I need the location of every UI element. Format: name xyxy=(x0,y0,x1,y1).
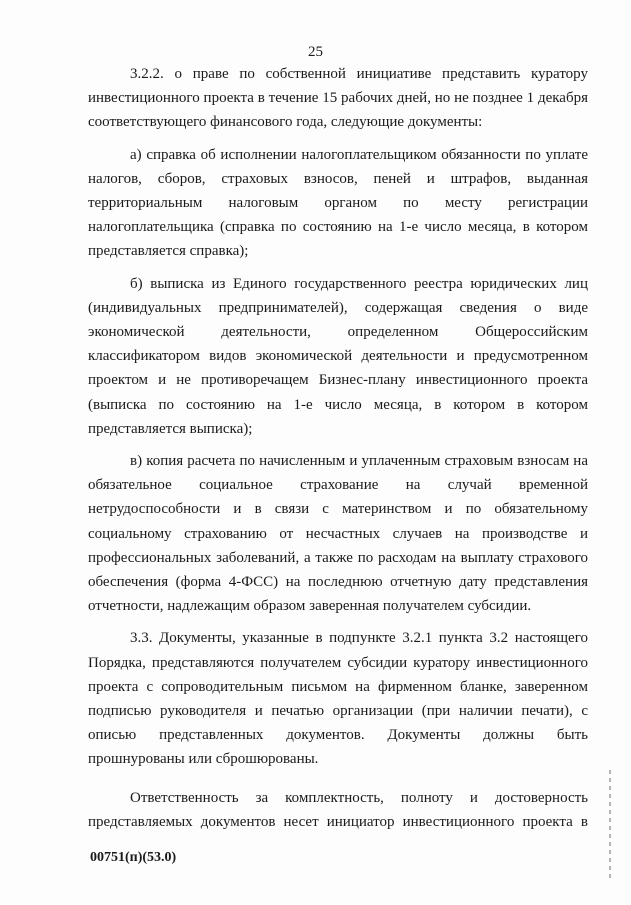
paragraph-3-3: 3.3. Документы, указанные в подпункте 3.2.1 пункта 3.2 настоящего Порядка, представляются получателем субсидии куратору инвестиционного проекта с сопроводительным письмом на фирменном бланке, заверенном подписью руководителя и печатью организации (при наличии печати), с описью представленных документов. Документы должны быть прошнурованы или сброшюрованы. xyxy=(88,630,588,768)
document-body xyxy=(88,62,588,834)
paragraph-responsibility: Ответственность за комплектность, полноту и достоверность представляемых документов несет инициатор инвестиционного проекта в xyxy=(88,789,588,830)
scan-edge-mark xyxy=(609,770,611,880)
paragraph-item-b: б) выписка из Единого государственного реестра юридических лиц (индивидуальных предпринимателей), содержащая сведения о виде экономической деятельности, определенном Общероссийским классификатором видов экономической деятельности и предусмотренном проектом и не противоречащем Бизнес-плану инвестиционного проекта (выписка по состоянию на 1-е число месяца, в котором в котором представляется выписка); xyxy=(88,275,588,437)
document-code: 00751(п)(53.0) xyxy=(90,850,177,865)
paragraph-item-a: а) справка об исполнении налогоплательщиком обязанности по уплате налогов, сборов, страховых взносов, пеней и штрафов, выданная территориальным налоговым органом по месту регистрации налогоплательщика (справка по состоянию на 1-е число месяца, в котором представляется справка); xyxy=(88,146,588,260)
page-number: 25 xyxy=(308,44,323,60)
paragraph-3-2-2: 3.2.2. о праве по собственной инициативе представить куратору инвестиционного проекта в течение 15 рабочих дней, но не позднее 1 декабря соответствующего финансового года, следующие документы: xyxy=(88,66,588,131)
paragraph-item-v: в) копия расчета по начисленным и уплаченным страховым взносам на обязательное социальное страхование на случай временной нетрудоспособности и в связи с материнством и по обязательному социальному страхованию от несчастных случаев на производстве и профессиональных заболеваний, а также по расходам на выплату страхового обеспечения (форма 4-ФСС) на последнюю отчетную дату представления отчетности, надлежащим образом заверенная получателем субсидии. xyxy=(88,453,588,615)
